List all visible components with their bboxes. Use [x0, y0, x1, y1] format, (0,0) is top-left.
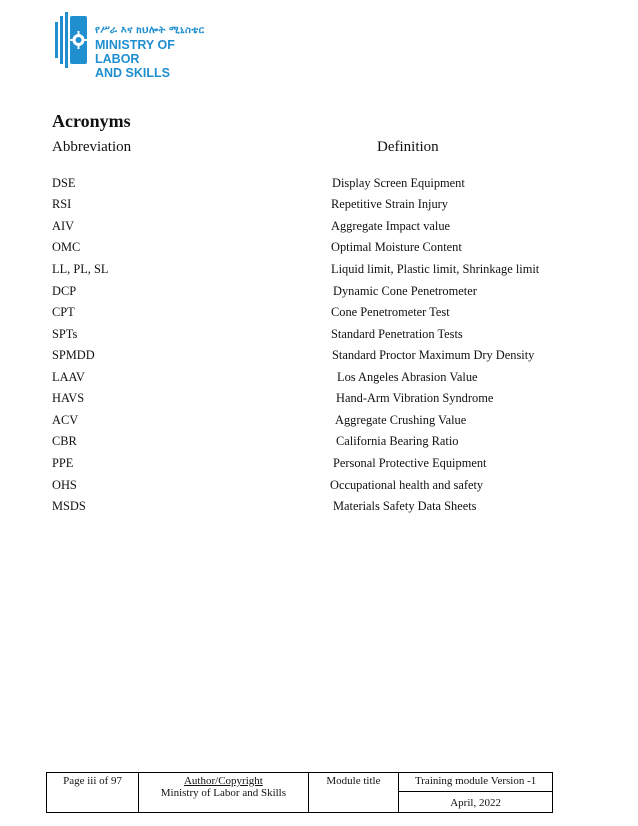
acronym-row: [0, 499, 638, 519]
acronym-row: [0, 434, 638, 454]
acronym-definition: Dynamic Cone Penetrometer: [333, 284, 477, 298]
acronym-definition: California Bearing Ratio: [336, 434, 459, 448]
acronym-definition: Aggregate Impact value: [331, 219, 451, 233]
acronym-definition: Standard Proctor Maximum Dry Density: [332, 348, 535, 362]
definition-column-header: Definition: [377, 139, 439, 155]
acronym-definition: Display Screen Equipment: [332, 176, 465, 190]
acronym-definition: Materials Safety Data Sheets: [333, 499, 477, 513]
acronym-definition: Occupational health and safety: [330, 478, 484, 492]
acronym-definition: Cone Penetrometer Test: [331, 305, 450, 319]
page-title: Acronyms: [52, 111, 131, 131]
module-version: Training module Version -1: [399, 773, 553, 792]
acronym-row: [0, 197, 638, 217]
acronym-definition: Personal Protective Equipment: [333, 456, 487, 470]
acronym-abbreviation: LL, PL, SL: [52, 262, 109, 276]
acronym-abbreviation: SPTs: [52, 327, 78, 341]
acronym-abbreviation: OMC: [52, 240, 81, 254]
acronym-definition: Los Angeles Abrasion Value: [337, 370, 478, 384]
page-footer: [46, 772, 553, 813]
acronym-row: [0, 176, 638, 196]
abbreviation-column-header: Abbreviation: [52, 139, 132, 155]
logo-line-1: MINISTRY OF LABOR: [95, 38, 175, 66]
acronym-abbreviation: DCP: [52, 284, 77, 298]
ministry-emblem-icon: [52, 10, 92, 70]
acronym-row: [0, 219, 638, 239]
module-title-label: Module title: [308, 773, 399, 813]
module-date: April, 2022: [399, 792, 553, 813]
acronym-row: [0, 370, 638, 390]
acronym-row: [0, 262, 638, 282]
acronym-row: [0, 348, 638, 368]
acronym-abbreviation: CPT: [52, 305, 75, 319]
ministry-logo: [52, 10, 212, 80]
acronym-abbreviation: ACV: [52, 413, 79, 427]
acronym-row: [0, 391, 638, 411]
author-cell: [139, 773, 309, 813]
acronym-row: [0, 240, 638, 260]
author-name: Ministry of Labor and Skills: [160, 787, 287, 799]
acronym-row: [0, 327, 638, 347]
acronym-definition: Aggregate Crushing Value: [335, 413, 467, 427]
acronym-definition: Repetitive Strain Injury: [331, 197, 448, 211]
acronym-definition: Hand-Arm Vibration Syndrome: [336, 391, 494, 405]
acronym-abbreviation: CBR: [52, 434, 77, 448]
acronym-abbreviation: PPE: [52, 456, 74, 470]
page-number: Page iii of 97: [47, 773, 139, 813]
acronym-abbreviation: SPMDD: [52, 348, 95, 362]
acronym-row: [0, 413, 638, 433]
acronym-abbreviation: DSE: [52, 176, 76, 190]
acronym-abbreviation: AIV: [52, 219, 75, 233]
author-label: Author/Copyright: [183, 775, 263, 787]
acronym-row: [0, 478, 638, 498]
acronym-abbreviation: LAAV: [52, 370, 85, 384]
acronym-abbreviation: OHS: [52, 478, 77, 492]
logo-text: [95, 24, 212, 80]
acronym-abbreviation: HAVS: [52, 391, 85, 405]
acronym-row: [0, 305, 638, 325]
acronym-definition: Standard Penetration Tests: [331, 327, 463, 341]
acronym-row: [0, 284, 638, 304]
acronym-row: [0, 456, 638, 476]
acronym-definition: Optimal Moisture Content: [331, 240, 462, 254]
acronym-abbreviation: RSI: [52, 197, 72, 211]
logo-amharic-text: የሥራ እና ክህሎት ሚኒስቴር: [95, 25, 205, 36]
acronym-definition: Liquid limit, Plastic limit, Shrinkage limit: [331, 262, 540, 276]
acronym-abbreviation: MSDS: [52, 499, 86, 513]
logo-line-2: AND SKILLS: [95, 66, 170, 80]
